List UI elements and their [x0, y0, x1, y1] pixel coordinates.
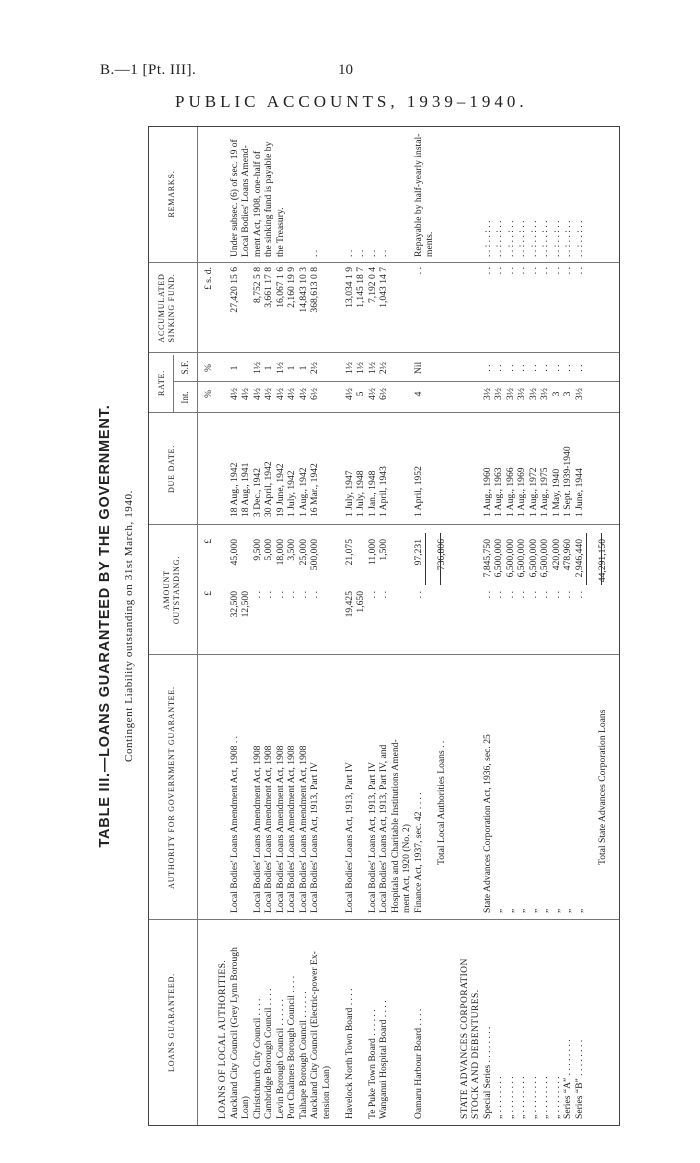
authority-cell: „ [527, 908, 539, 913]
due-date-cell: 16 Mar., 1942 [309, 463, 320, 517]
sinking-fund-cell: 27,420 15 6 [228, 267, 240, 313]
col-header-remarks: REMARKS. [167, 170, 176, 218]
table-row [367, 125, 379, 1125]
loan-cell: Havelock North Town Board . . . . [343, 988, 355, 1119]
total-amount-cell: 6,500,000 [539, 539, 550, 578]
authority-cell: Local Bodies' Loans Amendment Act, 1908 [286, 745, 297, 913]
rate-int-cell: 4½ [228, 388, 240, 400]
loan-cell: Auckland City Council (Electric-power Ex- [309, 951, 320, 1119]
due-date-cell: 1 June, 1944 [573, 468, 585, 517]
authority-cell: Local Bodies' Loans Amendment Act, 1908 [251, 745, 263, 913]
loans-table [97, 126, 620, 1126]
table-row [551, 125, 563, 1125]
sinking-fund-cell: 1,145 18 7 [355, 267, 366, 308]
rate-int-cell: 4½ [343, 388, 355, 400]
authority-cell: „ [539, 908, 550, 913]
rate-int-cell: 3½ [504, 388, 516, 400]
table-row [344, 125, 356, 1125]
loan-cell: „ . . . . . . . . [550, 1076, 562, 1119]
loan-cell: Series “B” . . . . . . . . [573, 1039, 585, 1119]
remarks-cell: . . : . . : . . [562, 220, 573, 257]
rate-sf-cell: 1½ [355, 362, 366, 374]
total-amount-cell: 478,960 [562, 539, 573, 571]
table-row [332, 125, 344, 1125]
total-amount-cell: 3,500 [286, 539, 297, 561]
total-amount-cell: 44,291,150 [596, 539, 608, 583]
rate-sf-cell: . . [527, 364, 539, 372]
total-rule [586, 533, 587, 585]
rate-sf-cell: 1½ [343, 362, 355, 374]
table-row [413, 125, 425, 1125]
sinking-fund-cell: 3,661 17 8 [263, 267, 274, 308]
amount-cell: . . [251, 591, 263, 599]
header-rule [197, 127, 198, 1125]
unit-total: £ [203, 539, 214, 544]
total-amount-cell: 45,000 [228, 539, 240, 566]
table-row [436, 125, 448, 1125]
table-row [585, 125, 597, 1125]
due-date-cell: 1 July, 1947 [343, 470, 355, 517]
due-date-cell: 18 Aug., 1942 [228, 462, 240, 517]
unit-amount: £ [203, 591, 214, 596]
remarks-cell: . . [343, 249, 355, 257]
rate-int-cell: 4½ [297, 388, 309, 400]
total-amount-cell: 736,806 [435, 539, 447, 571]
authority-cell: „ [516, 908, 527, 913]
table-row [286, 125, 298, 1125]
remarks-cell: . . [366, 249, 378, 257]
sinking-fund-cell: . . [481, 267, 493, 275]
loan-cell: Wanganui Hospital Board . . . . [378, 1000, 389, 1119]
table-row [447, 125, 459, 1125]
loan-cell: Special Series . . . . . . . . [481, 1026, 493, 1119]
rate-int-cell: 6½ [309, 388, 320, 400]
due-date-cell: 1 July, 1942 [286, 470, 297, 517]
rate-sf-cell: 2½ [378, 362, 389, 374]
total-amount-cell: 25,000 [297, 539, 309, 566]
amount-cell: . . [573, 591, 585, 599]
rate-int-cell: 4½ [240, 388, 251, 400]
remarks-cell: . . [355, 249, 366, 257]
loan-cell: Port Chalmers Borough Council . . . . [286, 975, 297, 1119]
rate-int-cell: 4½ [286, 388, 297, 400]
total-amount-cell: 97,231 [412, 539, 424, 566]
remarks-cell: Repayable by half-yearly instal- [412, 133, 424, 257]
rate-sf-cell: . . [539, 364, 550, 372]
rate-sf-cell: 1½ [274, 362, 286, 374]
amount-cell: . . [366, 591, 378, 599]
table-grid [148, 126, 620, 1126]
due-date-cell: 1 April, 1952 [412, 466, 424, 517]
remarks-cell: . . : . . : . . [516, 220, 527, 257]
due-date-cell: 1 Aug., 1969 [516, 467, 527, 517]
authority-cell: State Advances Corporation Act, 1936, sec. 25 [481, 734, 493, 913]
total-rule [440, 533, 441, 585]
total-amount-cell: 21,075 [343, 539, 355, 566]
rate-sf-cell: . . [504, 364, 516, 372]
loan-cell: Te Puke Town Board . . . . . . [366, 1009, 378, 1119]
sinking-fund-cell: 14,843 10 3 [297, 267, 309, 313]
due-date-cell: 19 June, 1942 [274, 463, 286, 517]
rate-sf-cell: 1½ [251, 362, 263, 374]
amount-cell: . . [516, 591, 527, 599]
rate-int-cell: 5 [355, 391, 366, 397]
col-header-amount: AMOUNT OUTSTANDING. [162, 555, 181, 625]
col-header-rate-sf: S.F. [180, 360, 190, 375]
unit-rate-int: % [203, 390, 214, 398]
authority-cell: Local Bodies' Loans Act, 1913, Part IV [343, 762, 355, 913]
remarks-cell: . . : . . : . . [550, 220, 562, 257]
rate-int-cell: 6½ [378, 388, 389, 400]
remarks-cell: . . : . . : . . [493, 220, 504, 257]
rate-sf-cell: 1 [263, 365, 274, 371]
rate-subheader-rule [173, 355, 174, 413]
total-amount-cell: 7,845,750 [481, 539, 493, 578]
amount-cell: . . [263, 591, 274, 599]
table-row [493, 125, 505, 1125]
table-subtitle: Contingent Liability outstanding on 31st March, 1940. [123, 490, 135, 762]
rate-sf-cell: Nil [412, 361, 424, 375]
rate-int-cell: 4½ [263, 388, 274, 400]
loan-cell: Levin Borough Council . . . . . . [274, 999, 286, 1119]
table-row [240, 125, 252, 1125]
loan-cell: „ . . . . . . . . [527, 1076, 539, 1119]
due-date-cell: 1 July, 1948 [355, 470, 366, 517]
rate-sf-cell: . . [550, 364, 562, 372]
authority-cell: „ [504, 908, 516, 913]
table-row [401, 125, 413, 1125]
loan-cell: STATE ADVANCES CORPORATION [458, 958, 470, 1119]
rate-sf-cell: . . [481, 364, 493, 372]
due-date-cell: 1 May, 1940 [550, 468, 562, 517]
amount-cell: . . [493, 591, 504, 599]
sinking-fund-cell: 16,067 1 6 [274, 267, 286, 308]
table-row [424, 125, 436, 1125]
table-row [459, 125, 471, 1125]
rate-int-cell: 3½ [527, 388, 539, 400]
col-header-authority: AUTHORITY FOR GOVERNMENT GUARANTEE. [167, 686, 176, 889]
rate-int-cell: 3 [550, 391, 562, 397]
authority-cell: „ [550, 908, 562, 913]
amount-cell: . . [274, 591, 286, 599]
total-amount-cell: 6,500,000 [527, 539, 539, 578]
sinking-fund-cell: . . [550, 267, 562, 275]
sinking-fund-cell: 368,613 0 8 [309, 267, 320, 313]
rate-int-cell: 3½ [539, 388, 550, 400]
page-number: 10 [338, 62, 353, 78]
rate-sf-cell: 1 [286, 365, 297, 371]
total-amount-cell: 6,500,000 [516, 539, 527, 578]
authority-cell: Local Bodies' Loans Amendment Act, 1908 [297, 745, 309, 913]
rate-int-cell: 3½ [573, 388, 585, 400]
amount-cell: . . [481, 591, 493, 599]
table-row [355, 125, 367, 1125]
rate-int-cell: 4½ [366, 388, 378, 400]
due-date-cell: 1 April, 1943 [378, 466, 389, 517]
remarks-cell: . . : . . : . . [481, 220, 493, 257]
table-title: TABLE III.—LOANS GUARANTEED BY THE GOVERNMENT. [97, 404, 113, 848]
loan-cell: STOCK AND DEBENTURES. [470, 989, 481, 1119]
amount-cell: . . [550, 591, 562, 599]
rate-int-cell: 4½ [251, 388, 263, 400]
page-label: B.—1 [Pt. III]. [100, 62, 197, 78]
table-row [217, 125, 229, 1125]
col-header-rate-int: Int. [180, 391, 190, 404]
table-row [321, 125, 333, 1125]
amount-cell: . . [562, 591, 573, 599]
remarks-cell: the Treasury. [274, 207, 286, 257]
table-row [597, 125, 609, 1125]
table-row [378, 125, 390, 1125]
remarks-cell: . . : . . : . . [504, 220, 516, 257]
total-rule [425, 533, 426, 585]
loan-cell: Series “A” . . . . . . . . [562, 1039, 573, 1119]
authority-cell: Local Bodies' Loans Act, 1913, Part IV, and [378, 744, 389, 913]
authority-cell: „ [573, 908, 585, 913]
rate-sf-cell: 1½ [366, 362, 378, 374]
authority-cell: Total Local Authorities Loans . . [435, 740, 447, 865]
sinking-fund-cell: 13,034 1 9 [343, 267, 355, 308]
due-date-cell: 3 Dec., 1942 [251, 467, 263, 517]
remarks-cell: the sinking fund is payable by [263, 141, 274, 257]
table-row [505, 125, 517, 1125]
loan-cell: Oamaru Harbour Board . . . . [412, 1008, 424, 1119]
col-header-rate: RATE. [157, 370, 166, 396]
rate-sf-cell: . . [573, 364, 585, 372]
total-amount-cell: 5,000 [263, 539, 274, 561]
table-row [229, 125, 241, 1125]
authority-cell: Local Bodies' Loans Act, 1913, Part IV [309, 762, 320, 913]
col-header-due: DUE DATE. [167, 444, 176, 494]
due-date-cell: 1 Aug., 1966 [504, 467, 516, 517]
amount-cell: . . [297, 591, 309, 599]
sinking-fund-cell: . . [573, 267, 585, 275]
authority-cell: Hospitals and Charitable Institutions Amend- [389, 739, 401, 913]
sinking-fund-cell: . . [516, 267, 527, 275]
loan-cell: „ . . . . . . . . [539, 1076, 550, 1119]
due-date-cell: 1 Aug., 1972 [527, 467, 539, 517]
rate-int-cell: 3 [562, 391, 573, 397]
total-amount-cell: 11,000 [366, 539, 378, 566]
due-date-cell: 18 Aug., 1941 [240, 462, 251, 517]
table-row [574, 125, 586, 1125]
col-header-accumulated: ACCUMULATED SINKING FUND. [157, 273, 176, 343]
remarks-cell: . . : . . : . . [527, 220, 539, 257]
sinking-fund-cell: . . [562, 267, 573, 275]
remarks-cell: . . : . . : . . [573, 220, 585, 257]
rate-sf-cell: . . [562, 364, 573, 372]
authority-cell: Local Bodies' Loans Amendment Act, 1908 . . [228, 735, 240, 913]
due-date-cell: 1 Aug., 1960 [481, 467, 493, 517]
table-row [516, 125, 528, 1125]
total-amount-cell: 2,946,440 [573, 539, 585, 578]
loan-cell: Christchurch City Council . . . . [251, 998, 263, 1119]
sinking-fund-cell: . . [412, 267, 424, 275]
remarks-cell: ments. [424, 231, 435, 257]
due-date-cell: 1 Aug., 1942 [297, 467, 309, 517]
rate-int-cell: 3½ [516, 388, 527, 400]
sinking-fund-cell: . . [493, 267, 504, 275]
loan-cell: Cambridge Borough Council . . . . [263, 988, 274, 1119]
table-row [252, 125, 264, 1125]
loan-cell: „ . . . . . . . . [516, 1076, 527, 1119]
table-row [275, 125, 287, 1125]
due-date-cell: 30 April, 1942 [263, 461, 274, 517]
due-date-cell: 1 Aug., 1963 [493, 467, 504, 517]
total-rule [601, 533, 602, 585]
authority-cell: Local Bodies' Loans Amendment Act, 1908 [274, 745, 286, 913]
loan-cell: „ . . . . . . . . [493, 1076, 504, 1119]
total-amount-cell: 1,500 [378, 539, 389, 561]
amount-cell: . . [539, 591, 550, 599]
page-title: PUBLIC ACCOUNTS, 1939–1940. [175, 92, 528, 111]
rate-sf-cell: . . [516, 364, 527, 372]
total-amount-cell: 18,000 [274, 539, 286, 566]
table-row [390, 125, 402, 1125]
remarks-cell: . . : . . : . . [539, 220, 550, 257]
table-row [263, 125, 275, 1125]
loan-cell: tension Loan) [320, 1065, 332, 1119]
total-amount-cell: 500,000 [309, 539, 320, 571]
authority-cell: Local Bodies' Loans Act, 1913, Part IV [366, 762, 378, 913]
table-row [562, 125, 574, 1125]
amount-cell: . . [527, 591, 539, 599]
table-row [470, 125, 482, 1125]
remarks-cell: Under subsec. (6) of sec. 19 of [228, 139, 240, 257]
total-amount-cell: 9,500 [251, 539, 263, 561]
amount-cell: . . [412, 591, 424, 599]
authority-cell: Finance Act, 1937, sec. 42 . . . . [412, 792, 424, 913]
amount-cell: 19,425 [343, 591, 355, 618]
rate-sf-cell: . . [493, 364, 504, 372]
rate-int-cell: 3½ [493, 388, 504, 400]
authority-cell: Total State Advances Corporation Loans [596, 709, 608, 865]
authority-cell: „ [493, 908, 504, 913]
table-row [539, 125, 551, 1125]
sinking-fund-cell: 1,043 14 7 [378, 267, 389, 308]
sinking-fund-cell: . . [527, 267, 539, 275]
authority-cell: „ [562, 908, 573, 913]
amount-cell: 12,500 [240, 591, 251, 618]
rate-int-cell: 3½ [481, 388, 493, 400]
loan-cell: „ . . . . . . . . [504, 1076, 516, 1119]
rate-sf-cell: 2½ [309, 362, 320, 374]
table-row [482, 125, 494, 1125]
col-header-loans: LOANS GUARANTEED. [167, 973, 176, 1072]
unit-rate-sf: % [203, 364, 214, 372]
table-row [309, 125, 321, 1125]
amount-cell: 32,500 [228, 591, 240, 618]
loan-cell: LOANS OF LOCAL AUTHORITIES. [217, 959, 228, 1119]
sinking-fund-cell: . . [539, 267, 550, 275]
amount-cell: 1,650 [355, 591, 366, 613]
rotated-table-frame [97, 126, 620, 1126]
due-date-cell: 1 Sept. 1939-1940 [562, 446, 573, 517]
total-amount-cell: 6,500,000 [504, 539, 516, 578]
sinking-fund-cell: . . [504, 267, 516, 275]
loan-cell: Auckland City Council (Grey Lynn Borough [228, 947, 240, 1119]
amount-cell: . . [309, 591, 320, 599]
authority-cell: ment Act, 1920 (No. 2) [401, 824, 412, 913]
amount-cell: . . [378, 591, 389, 599]
table-row [528, 125, 540, 1125]
amount-cell: . . [504, 591, 516, 599]
table-row [298, 125, 310, 1125]
total-amount-cell: 420,000 [550, 539, 562, 571]
rate-int-cell: 4 [412, 391, 424, 397]
authority-cell: Local Bodies' Loans Amendment Act, 1908 [263, 745, 274, 913]
rate-sf-cell: 1 [228, 365, 240, 371]
total-amount-cell: 6,500,000 [493, 539, 504, 578]
rate-sf-cell: 1 [297, 365, 309, 371]
due-date-cell: 1 Aug., 1975 [539, 467, 550, 517]
sinking-fund-cell: 2,160 19 9 [286, 267, 297, 308]
remarks-cell: ment Act, 1908, one-half of [251, 150, 263, 257]
amount-cell: . . [286, 591, 297, 599]
remarks-cell: Local Bodies' Loans Amend- [240, 145, 251, 257]
loan-cell: Taihape Borough Council . . . . . . [297, 991, 309, 1119]
rate-int-cell: 4½ [274, 388, 286, 400]
remarks-cell: . . [309, 249, 320, 257]
remarks-cell: . . [378, 249, 389, 257]
loan-cell: Loan) [240, 1096, 251, 1119]
due-date-cell: 1 Jan., 1948 [366, 470, 378, 517]
sinking-fund-cell: 8,752 5 8 [251, 267, 263, 303]
units-row [203, 125, 215, 1125]
sinking-fund-cell: 7,192 0 4 [366, 267, 378, 303]
unit-accumulated: £ s. d. [203, 267, 214, 290]
